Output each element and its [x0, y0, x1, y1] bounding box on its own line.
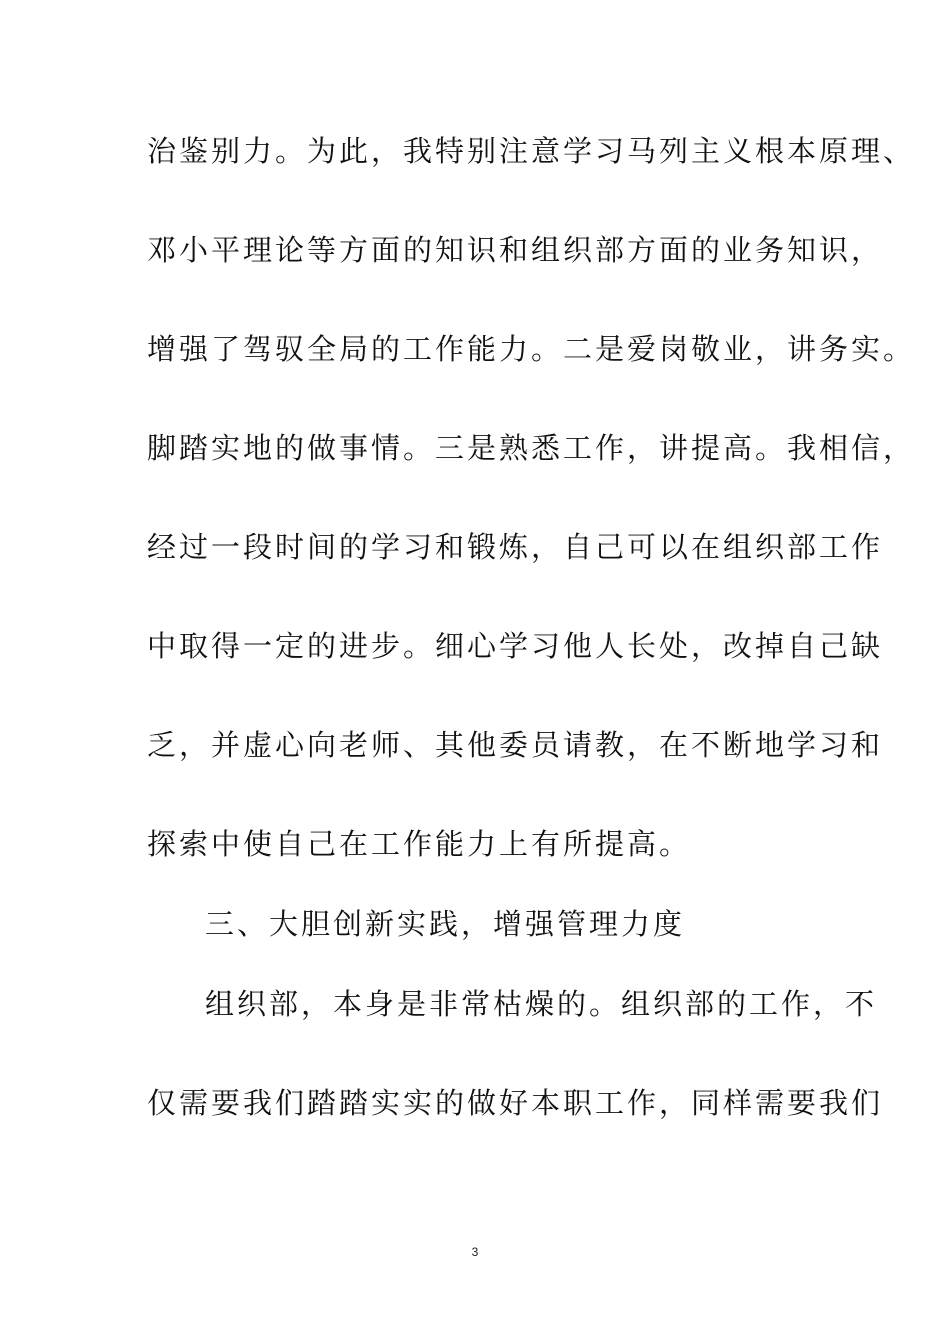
body-text-line: 中取得一定的进步。细心学习他人长处，改掉自己缺: [147, 629, 884, 663]
body-text-line: 脚踏实地的做事情。三是熟悉工作，讲提高。我相信，: [147, 431, 916, 465]
body-text-line: 邓小平理论等方面的知识和组织部方面的业务知识，: [147, 233, 884, 267]
body-text-line: 经过一段时间的学习和锻炼，自己可以在组织部工作: [147, 530, 884, 564]
paragraph-first-line: 组织部，本身是非常枯燥的。组织部的工作，不: [205, 987, 878, 1021]
body-text-line: 乏，并虚心向老师、其他委员请教，在不断地学习和: [147, 728, 884, 762]
body-text-line: 探索中使自己在工作能力上有所提高。: [147, 827, 692, 861]
section-heading: 三、大胆创新实践，增强管理力度: [205, 907, 686, 941]
body-text-line: 仅需要我们踏踏实实的做好本职工作，同样需要我们: [147, 1086, 884, 1120]
page-number: 3: [471, 1245, 479, 1259]
body-text-line: 增强了驾驭全局的工作能力。二是爱岗敬业，讲务实。: [147, 332, 916, 366]
body-text-line: 治鉴别力。为此，我特别注意学习马列主义根本原理、: [147, 134, 916, 168]
